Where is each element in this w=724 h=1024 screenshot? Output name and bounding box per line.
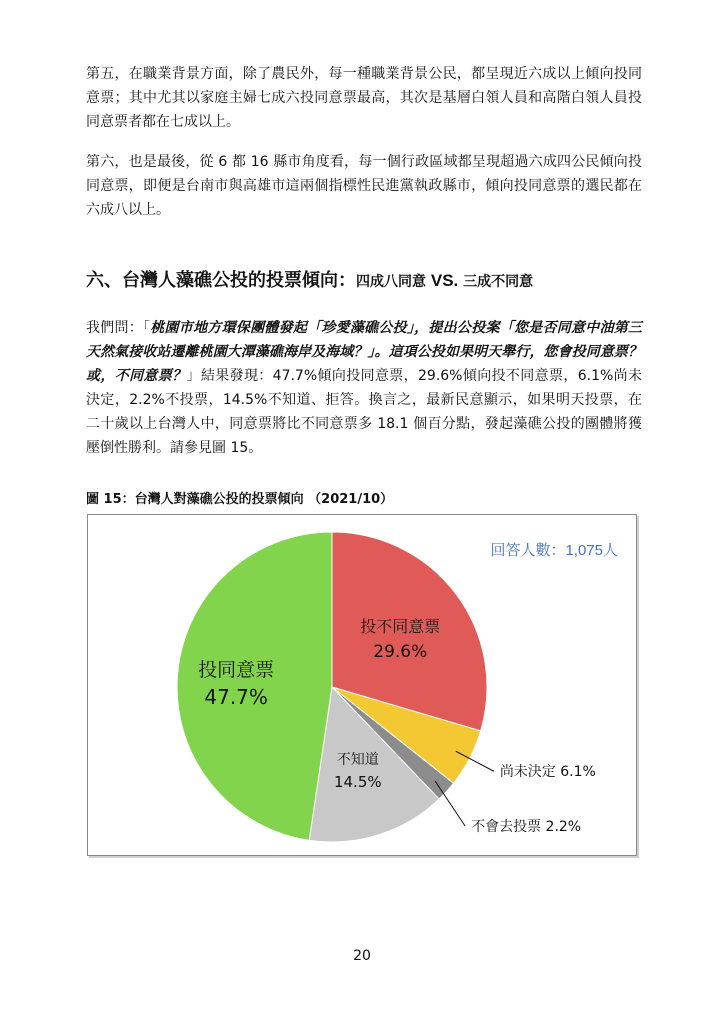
respondents-label: 回答人數：1,075人 <box>490 542 618 559</box>
heading-vs: VS. <box>430 271 459 290</box>
page-number: 20 <box>353 948 371 964</box>
paragraph-question <box>86 316 642 460</box>
section-heading <box>86 268 646 295</box>
slice-value-label: 29.6% <box>373 641 428 662</box>
slice-outer-label: 尚未決定 6.1% <box>499 764 596 781</box>
pie-chart-frame <box>87 514 637 856</box>
heading-sub: 四成八同意 <box>356 274 431 290</box>
question-result: 」結果發現：47.7%傾向投同意票，29.6%傾向投不同意票，6.1%尚未決定，2.2%不投票，14.5%不知道、拒答。換言之，最新民意顯示，如果明天投票，在二十歲以上台灣人中，同意票將比不同意票多 18.1 個百分點，發起藻礁公投的團體將獲壓倒性勝利。請參見圖 15。 <box>86 368 643 456</box>
paragraph-region: 第六，也是最後，從 6 都 16 縣市角度看，每一個行政區域都呈現超過六成四公民傾向投同意票，即便是台南市與高雄市這兩個指標性民進黨執政縣市，傾向投同意票的選民都在六成八以上。 <box>86 154 642 218</box>
paragraph-occupation: 第五，在職業背景方面，除了農民外，每一種職業背景公民，都呈現近六成以上傾向投同意票；其中尤其以家庭主婦七成六投同意票最高，其次是基層白領人員和高階白領人員投同意票者都在七成以上。 <box>86 66 642 130</box>
slice-label: 投不同意票 <box>360 616 441 636</box>
slice-label: 不知道 <box>336 752 379 769</box>
slice-outer-label: 不會去投票 2.2% <box>471 818 582 835</box>
slice-value-label: 47.7% <box>204 684 268 709</box>
question-text: 桃園市地方環保團體發起「珍愛藻礁公投」，提出公投案「您是否同意中油第三天然氣接收站遷離桃園大潭藻礁海岸及海域？」。這項公投如果明天舉行，您會投同意票？或，不同意票？ <box>86 320 643 384</box>
question-lead: 我們問：「 <box>86 320 151 336</box>
heading-sub2: 三成不同意 <box>458 274 534 290</box>
figure-caption: 圖 15：台灣人對藻礁公投的投票傾向 （2021/10） <box>86 492 394 507</box>
slice-label: 投同意票 <box>198 658 275 681</box>
heading-main: 六、台灣人藻礁公投的投票傾向： <box>86 270 356 291</box>
slice-value-label: 14.5% <box>333 773 382 792</box>
pie-chart <box>88 515 636 855</box>
